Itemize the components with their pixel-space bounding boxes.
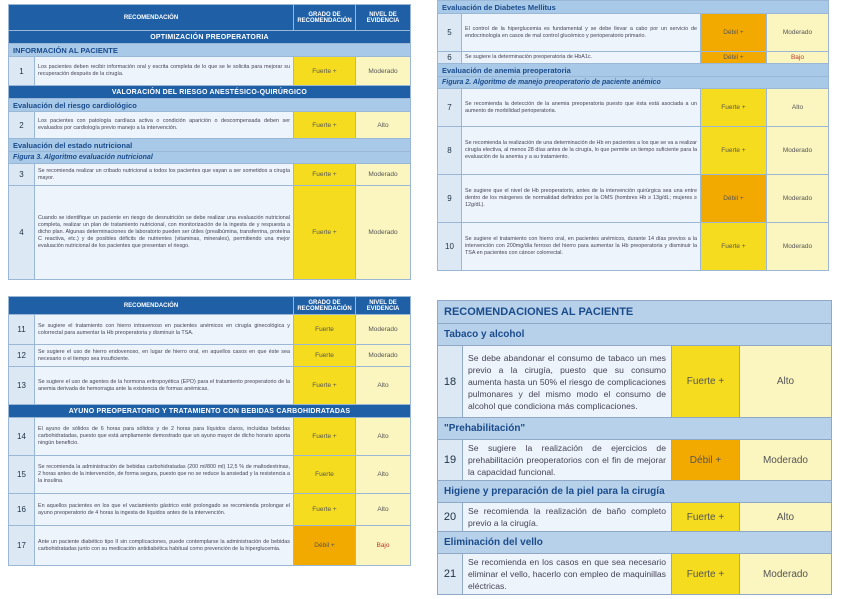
row-text: Se recomienda la administración de bebidas carbohidratadas (200 ml/800 ml) 12,5 % de maltodextrinas, 2 horas antes de la intervención, de forma segura, puesto que no se reduce la ansiedad y la resistencia a la insulina. [35, 456, 294, 494]
row-text: Los pacientes deben recibir información oral y escrita completa de lo que se le solicita para mejorar su recuperación después de la cirugía. [35, 57, 294, 86]
row-text: Se debe abandonar el consumo de tabaco un mes previo a la cirugía, puesto que su consumo aumenta hasta un 50% el riesgo de complicaciones pulmonares y del mismo modo el consumo de alcohol que condiciona más complicaciones. [463, 346, 672, 418]
row-text: El ayuno de sólidos de 6 horas para sólidos y de 2 horas para líquidos claros, incluidas bebidas carbohidratadas, puesto que está ampliamente demostrado que un ayuno mayor de dicho horario aporta ningún beneficio. [35, 418, 294, 456]
row-text: Se sugiere el uso de agentes de la hormona eritropoyética (EPO) para el tratamiento preoperatorio de la anemia derivada de hemorragia ante la existencia de formas anémicas. [35, 367, 294, 405]
row-number: 17 [9, 526, 35, 566]
grade-cell: Fuerte [294, 315, 356, 345]
grade-cell: Fuerte + [294, 186, 356, 280]
table-bottom-right [437, 300, 832, 596]
row-text: Ante un paciente diabético tipo II sin complicaciones, puede contemplarse la administración de bebidas carbohidratadas junto con su medicación antidiabética habitual como prevención de la hiperglucemia. [35, 526, 294, 566]
grade-cell: Fuerte + [671, 503, 739, 532]
section-optimizacion: OPTIMIZACIÓN PREOPERATORIA [9, 31, 411, 44]
row-number: 19 [438, 440, 463, 481]
row-text: Se recomienda la detección de la anemia preoperatoria puesto que ésta está asociada a un aumento de morbilidad perioperatoria. [462, 89, 701, 127]
row-number: 4 [9, 186, 35, 280]
section-recomendaciones-paciente: RECOMENDACIONES AL PACIENTE [438, 301, 832, 324]
level-cell: Moderado [766, 175, 828, 223]
row-number: 6 [438, 52, 462, 64]
grade-cell: Fuerte + [700, 89, 766, 127]
grade-cell: Fuerte [294, 345, 356, 367]
header-grado: GRADO DE RECOMENDACIÓN [294, 5, 356, 31]
table-top-right [437, 0, 829, 276]
header-grado: GRADO DE RECOMENDACIÓN [294, 297, 356, 315]
header-recomendacion: RECOMENDACIÓN [9, 297, 294, 315]
level-cell: Alto [356, 418, 411, 456]
table-top-left [8, 4, 411, 286]
section-ayuno: AYUNO PREOPERATORIO Y TRATAMIENTO CON BEBIDAS CARBOHIDRATADAS [9, 405, 411, 418]
row-number: 13 [9, 367, 35, 405]
figure-link-2[interactable]: Figura 2. Algoritmo de manejo preoperatorio de paciente anémico [438, 77, 829, 89]
subsection-prehabilitacion: "Prehabilitación" [438, 418, 832, 440]
grade-cell: Débil + [700, 175, 766, 223]
row-number: 14 [9, 418, 35, 456]
level-cell: Moderado [356, 345, 411, 367]
row-text: Se sugiere la realización de ejercicios de prehabilitación preoperatorios con el fin de mejorar la capacidad funcional. [463, 440, 672, 481]
header-recomendacion: RECOMENDACIÓN [9, 5, 294, 31]
level-cell: Moderado [739, 554, 831, 595]
row-number: 16 [9, 494, 35, 526]
row-text: Se sugiere que el nivel de Hb preoperatorio, antes de la intervención quirúrgica sea una entre dentro de los márgenes de normalidad definidos por la OMS (hombres Hb ≥ 13g/dL; mujeres ≥ 12g/dL). [462, 175, 701, 223]
grade-cell: Fuerte + [294, 57, 356, 86]
grade-cell: Débil + [700, 52, 766, 64]
row-number: 7 [438, 89, 462, 127]
row-text: Los pacientes con patología cardíaca activa o condición aparición o descompensada deben ser evaluados por cardiología previo manejo a la intervención. [35, 112, 294, 139]
level-cell: Alto [356, 112, 411, 139]
row-text: Se recomienda en los casos en que sea necesario eliminar el vello, hacerlo con empleo de maquinillas eléctricas. [463, 554, 672, 595]
grade-cell: Fuerte + [671, 554, 739, 595]
grade-cell: Fuerte + [700, 223, 766, 271]
level-cell: Bajo [356, 526, 411, 566]
grade-cell: Débil + [700, 14, 766, 52]
subsection-cardio: Evaluación del riesgo cardiológico [9, 99, 411, 112]
row-number: 5 [438, 14, 462, 52]
row-number: 10 [438, 223, 462, 271]
level-cell: Alto [739, 346, 831, 418]
level-cell: Alto [356, 456, 411, 494]
subsection-anemia: Evaluación de anemia preoperatoria [438, 64, 829, 77]
level-cell: Moderado [766, 127, 828, 175]
subsection-informacion: INFORMACIÓN AL PACIENTE [9, 44, 411, 57]
row-number: 21 [438, 554, 463, 595]
level-cell: Moderado [356, 315, 411, 345]
row-number: 20 [438, 503, 463, 532]
level-cell: Alto [356, 367, 411, 405]
grade-cell: Fuerte + [671, 346, 739, 418]
grade-cell: Fuerte + [294, 112, 356, 139]
grade-cell: Fuerte + [294, 418, 356, 456]
grade-cell: Fuerte + [700, 127, 766, 175]
subsection-tabaco: Tabaco y alcohol [438, 324, 832, 346]
level-cell: Bajo [766, 52, 828, 64]
grade-cell: Débil + [671, 440, 739, 481]
subsection-vello: Eliminación del vello [438, 532, 832, 554]
row-number: 1 [9, 57, 35, 86]
row-text: Cuando se identifique un paciente en riesgo de desnutrición se debe realizar una evaluación nutricional completa, realizar un plan de tratamiento nutricional, con monitorización de la ingesta de y respuesta a dicho plan. Algunas determinaciones de laboratorio pueden ser útiles (prealbúmina, transferrina, proteína C reactiva, etc.) y de posibles déficits de nutrientes (vitaminas, minerales), permitiendo una mejor evaluación nutricional de los pacientes que presentan el riesgo. [35, 186, 294, 280]
row-text: Se recomienda la realización de una determinación de Hb en pacientes a los que se va a realizar cirugía electiva, al menos 28 días antes de la cirugía, lo que permite un tiempo suficiente para la evaluación de la anemia y a su tratamiento. [462, 127, 701, 175]
row-text: Se sugiere el tratamiento con hierro intravenoso en pacientes anémicos en cirugía ginecológica y colorrectal para aumentar la Hb preoperatoria y disminuir la TSA. [35, 315, 294, 345]
row-number: 18 [438, 346, 463, 418]
row-number: 15 [9, 456, 35, 494]
row-text: El control de la hiperglucemia es fundamental y se debe llevar a cabo por un servicio de endocrinología en casos de mal control glucémico y perioperatorio primario. [462, 14, 701, 52]
grade-cell: Débil + [294, 526, 356, 566]
subsection-diabetes: Evaluación de Diabetes Mellitus [438, 1, 829, 14]
row-number: 2 [9, 112, 35, 139]
subsection-piel: Higiene y preparación de la piel para la cirugía [438, 481, 832, 503]
grade-cell: Fuerte [294, 456, 356, 494]
level-cell: Moderado [739, 440, 831, 481]
level-cell: Moderado [766, 14, 828, 52]
row-number: 8 [438, 127, 462, 175]
header-nivel: NIVEL DE EVIDENCIA [356, 5, 411, 31]
row-number: 12 [9, 345, 35, 367]
grade-cell: Fuerte + [294, 367, 356, 405]
level-cell: Moderado [356, 164, 411, 186]
section-valoracion: VALORACIÓN DEL RIESGO ANESTÉSICO-QUIRÚRGICO [9, 86, 411, 99]
row-number: 9 [438, 175, 462, 223]
level-cell: Alto [356, 494, 411, 526]
grade-cell: Fuerte + [294, 164, 356, 186]
row-text: Se sugiere el uso de hierro endovenoso, en lugar de hierro oral, en aquellos casos en que éste sea necesario o el tiempo sea insuficiente. [35, 345, 294, 367]
header-nivel: NIVEL DE EVIDENCIA [356, 297, 411, 315]
row-text: Se recomienda la realización de baño completo previo a la cirugía. [463, 503, 672, 532]
level-cell: Alto [739, 503, 831, 532]
grade-cell: Fuerte + [294, 494, 356, 526]
table-bottom-left [8, 296, 411, 596]
subsection-nutricional: Evaluación del estado nutricional [9, 139, 411, 152]
level-cell: Moderado [356, 186, 411, 280]
row-text: En aquellos pacientes en los que el vaciamiento gástrico esté prolongado se recomienda prolongar el ayuno preoperatorio de 4 horas la ingesta de líquidos antes de la intervención. [35, 494, 294, 526]
level-cell: Moderado [766, 223, 828, 271]
level-cell: Moderado [356, 57, 411, 86]
row-text: Se recomienda realizar un cribado nutricional a todos los pacientes que vayan a ser sometidos a cirugía mayor. [35, 164, 294, 186]
figure-link-3[interactable]: Figura 3. Algoritmo evaluación nutricional [9, 152, 411, 164]
row-number: 3 [9, 164, 35, 186]
row-text: Se sugiere la determinación preoperatoria de HbA1c. [462, 52, 701, 64]
level-cell: Alto [766, 89, 828, 127]
row-number: 11 [9, 315, 35, 345]
row-text: Se sugiere el tratamiento con hierro oral, en pacientes anémicos, durante 14 días previos a la intervención con 200mg/día ferroso del hierro para aumentar la Hb preoperatoria y disminuir la TSA en pacientes con cáncer colorrectal. [462, 223, 701, 271]
